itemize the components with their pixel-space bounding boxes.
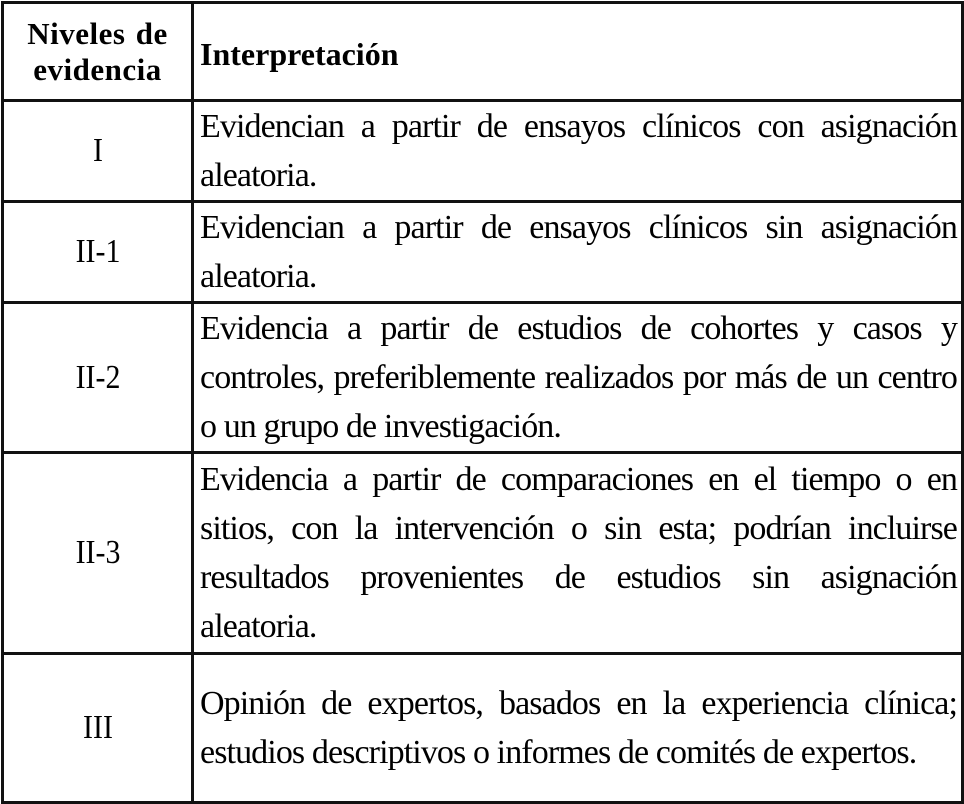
interpretation-cell: Evidencian a partir de ensayos clínicos sin asignación aleatoria. [193,202,963,303]
table-row [3,453,963,654]
table-row [3,654,963,803]
table-header-row [3,3,963,101]
level-cell: III [14,654,181,803]
level-cell: II-2 [14,303,181,453]
table-row [3,202,963,303]
table-row [3,101,963,202]
level-cell: I [14,101,181,202]
interpretation-cell: Evidencia a partir de estudios de cohortes y casos y controles, preferiblemente realizados por más de un centro o un grupo de investigación. [193,303,963,453]
interpretation-cell: Evidencia a partir de comparaciones en el tiempo o en sitios, con la intervención o sin esta; podrían incluirse resultados provenientes de estudios sin asignación aleatoria. [193,453,963,654]
interpretation-cell: Evidencian a partir de ensayos clínicos con asignación aleatoria. [193,101,963,202]
interpretation-cell: Opinión de expertos, basados en la experiencia clínica; estudios descriptivos o informes de comités de expertos. [193,654,963,803]
header-interpretation: Interpretación [193,3,963,101]
header-evidence-levels: Niveles de evidencia [3,3,193,101]
level-cell: II-3 [14,453,181,654]
evidence-levels-table [1,1,964,804]
level-cell: II-1 [14,202,181,303]
table-row [3,303,963,453]
